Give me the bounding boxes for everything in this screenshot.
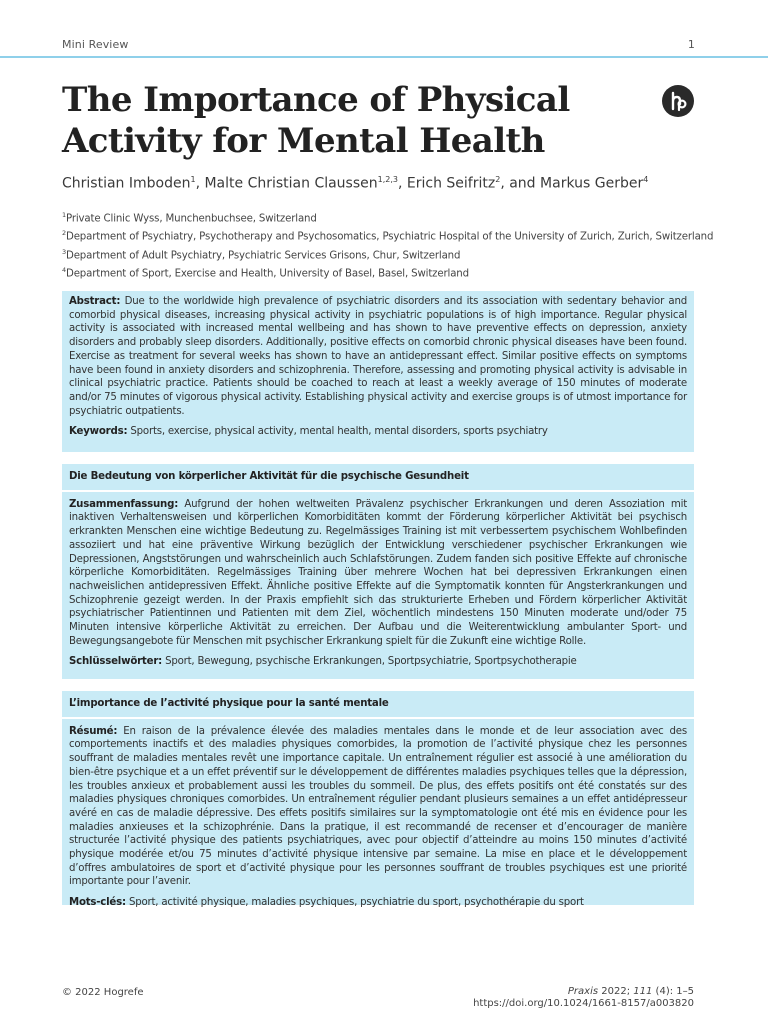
affiliation-item [62,208,712,226]
citation-year: 2022; [598,986,634,997]
publisher-logo-icon [662,85,694,117]
affiliation-mark: 2 [62,229,66,238]
abstract-english-box [62,291,694,452]
abstract-german [69,498,687,649]
keywords-label: Mots-clés: [69,897,126,909]
section-label: Mini Review [62,38,129,51]
keywords-text: Sport, Bewegung, psychische Erkrankungen, Sportpsychiatrie, Sportpsychotherapie [165,656,577,668]
article-title: The Importance of Physical Activity for Mental Health [62,80,570,161]
journal-volume: 111 [633,986,653,997]
abstract-english [69,295,687,418]
abstract-label: Zusammenfassung: [69,498,179,510]
author-separator: , and [500,175,541,192]
affiliation-text: Department of Sport, Exercise and Health, University of Basel, Basel, Switzerland [66,268,469,280]
author-affiliation-mark: 1,2,3 [377,175,398,184]
keywords-german [69,655,687,669]
affiliation-mark: 3 [62,247,66,256]
affiliation-item [62,263,712,281]
copyright: © 2022 Hogrefe [62,987,144,998]
abstract-label: Résumé: [69,725,118,737]
journal-name: Praxis [567,986,599,997]
keywords-label: Keywords: [69,426,128,438]
journal-citation [473,986,694,998]
author-name: Christian Imboden [62,175,191,192]
abstract-text: Aufgrund der hohen weltweiten Prävalenz psychischer Erkrankungen und deren Assoziation mit inaktiven Verhaltensweisen und körperlichen Komorbiditäten kommt der Förderung körperlicher Aktivität bei psychisch erkrankten Menschen eine wichtige Bedeutung zu. Regelmässiges Training ist mit verbessertem psychischem Wohlbefinden assoziiert und hat eine präventive Wirkung bezüglich der Entwicklung verschiedener psychischer Erkrankungen wie Depressionen, Angststörungen und wahrscheinlich auch Schlafstörungen. Zudem fanden sich positive Effekte auf chronische körperliche Komorbiditäten. Regelmässiges Training über mehrere Wochen hat bei depressiven Erkrankungen einen nachweislichen antidepressiven Effekt. Ähnliche positive Effekte auf die Symptomatik konnten für Angsterkrankungen und Schizophrenie gezeigt werden. In der Praxis empfiehlt sich das strukturierte Erheben und Fördern körperlicher Aktivität psychiatrischer Patientinnen und Patienten mit dem Ziel, wöchentlich mindestens 150 Minuten moderate und/oder 75 Minuten intensive körperliche Aktivität zu erreichen. Der Aufbau und die Weiterentwicklung ambulanter Sport- und Bewegungsangebote für Menschen mit psychischer Erkrankung spielt für die Zukunft eine wichtige Rolle. [69,498,687,647]
citation-block [473,986,694,1010]
affiliation-list [62,208,712,282]
abstract-text: En raison de la prévalence élevée des maladies mentales dans le monde et de leur association avec des comportements inactifs et des maladies physiques comorbides, la promotion de l’activité physique chez les personnes souffrant de maladies mentales revêt une importance capitale. Un entraînement régulier est associé à une amélioration du bien-être psychique et a un effet préventif sur le développement de différentes maladies psychiques telles que la dépression, les troubles anxieux et probablement aussi les troubles du sommeil. De plus, des effets positifs ont été constatés sur des maladies physiques chroniques comorbides. Un entraînement régulier pendant plusieurs semaines a un effet antidépresseur avéré en cas de maladie dépressive. Des effets positifs similaires sur la symptomatologie ont été mis en évidence pour les maladies anxieuses et la schizophrénie. Dans la pratique, il est recommandé de recenser et d’encourager de manière structurée l’activité physique des patients psychiatriques, avec pour objectif d’atteindre au moins 150 minutes d’activité physique modérée et/ou 75 minutes d’activité physique intensive par semaine. La mise en place et le développement d’offres ambulatoires de sport et d’activité physique pour les personnes souffrant de troubles psychiques est une priorité importante pour l’avenir. [69,725,687,888]
keywords-french [69,896,687,910]
abstract-text: Due to the worldwide high prevalence of psychiatric disorders and its association with sedentary behavior and comorbid physical diseases, increasing physical activity in psychiatric populations is of high importance. Regular physical activity is associated with increased mental wellbeing and has shown to have preventive effects on depression, anxiety disorders and probably sleep disorders. Additionally, positive effects on comorbid chronic physical diseases have been found. Exercise as treatment for several weeks has shown to have an antidepressant effect. Similar positive effects on symptoms have been found in anxiety disorders and schizophrenia. Therefore, assessing and promoting physical activity is advisable in clinical psychiatric practice. Patients should be coached to reach at least a weekly average of 150 minutes of moderate and/or 75 minutes of vigorous physical activity. Establishing physical activity and exercise groups is of utmost importance for psychiatric outpatients. [69,296,687,417]
affiliation-item [62,226,712,244]
author-affiliation-mark: 1 [190,175,196,184]
author-name: Malte Christian Claussen [204,175,378,192]
affiliation-text: Department of Psychiatry, Psychotherapy and Psychosomatics, Psychiatric Hospital of the University of Zurich, Zurich, Switzerland [66,231,714,243]
keywords-text: Sports, exercise, physical activity, mental health, mental disorders, sports psychiatry [130,426,548,438]
running-header [62,38,695,51]
abstract-german-box [62,464,694,679]
abstract-french-title: L’importance de l’activité physique pour la santé mentale [62,695,694,719]
author-affiliation-mark: 4 [643,175,649,184]
page-number: 1 [687,38,695,51]
affiliation-mark: 1 [62,211,66,219]
affiliation-text: Department of Adult Psychiatry, Psychiatric Services Grisons, Chur, Switzerland [66,250,461,262]
abstract-french-box [62,691,694,909]
author-name: Markus Gerber [540,175,644,192]
author-list [62,175,702,192]
keywords-label: Schlüsselwörter: [69,656,163,668]
affiliation-item [62,245,712,263]
author-separator: , [398,175,407,192]
abstract-label: Abstract: [69,296,121,307]
keywords-english [69,425,687,439]
affiliation-mark: 4 [62,266,66,275]
citation-pages: (4): 1–5 [652,986,694,997]
author-affiliation-mark: 2 [495,175,501,184]
header-rule [0,56,768,58]
author-separator: , [195,175,205,192]
affiliation-text: Private Clinic Wyss, Munchenbuchsee, Switzerland [66,213,317,225]
doi-link[interactable]: https://doi.org/10.1024/1661-8157/a003820 [473,998,694,1009]
author-name: Erich Seifritz [406,175,496,192]
keywords-text: Sport, activité physique, maladies psychiques, psychiatrie du sport, psychothérapie du sport [128,897,584,909]
abstract-german-title: Die Bedeutung von körperlicher Aktivität für die psychische Gesundheit [62,468,694,492]
abstract-french [69,725,687,889]
